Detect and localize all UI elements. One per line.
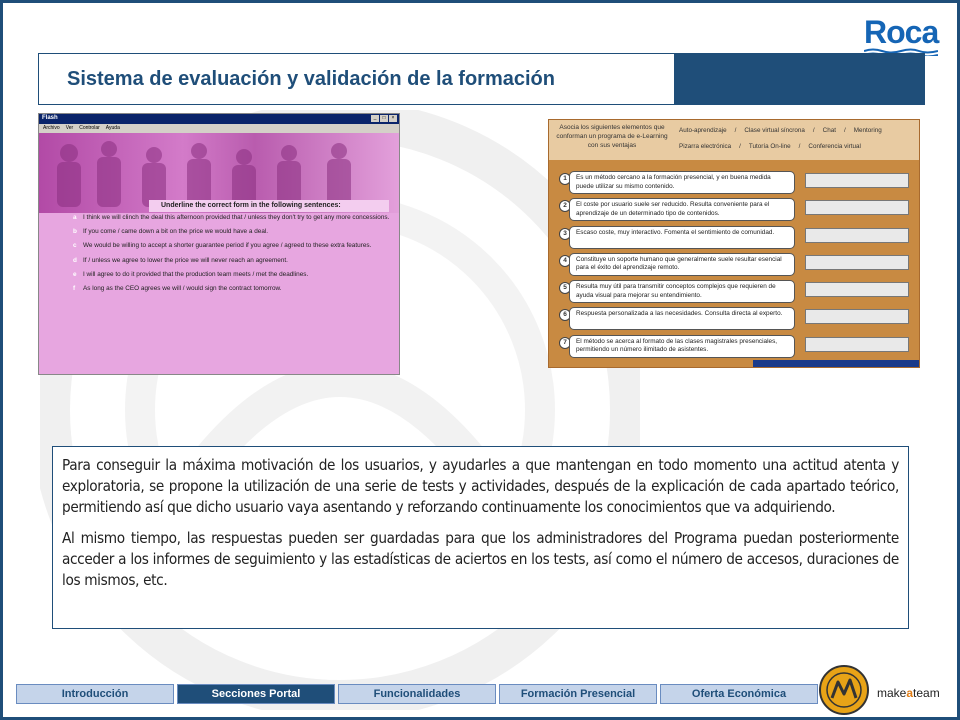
quiz-item-text: If / unless we agree to lower the price we will never reach an agreement. (83, 256, 288, 264)
matching-instruction: Asocia los siguientes elementos que conforman un programa de e-Learning con sus ventajas (556, 124, 668, 149)
option-separator: / (798, 143, 801, 150)
status-bar (753, 360, 919, 367)
option-separator: / (843, 127, 846, 134)
list-item (559, 171, 799, 195)
item-number: 4 (559, 255, 571, 267)
flash-window-title: Flash (42, 115, 58, 121)
list-item (559, 307, 799, 331)
answer-drop-slot[interactable] (805, 309, 909, 324)
option-chat[interactable]: Chat (822, 127, 836, 134)
quiz-item-text: As long as the CEO agrees we will / would sign the contract tomorrow. (83, 285, 282, 293)
list-item[interactable] (73, 285, 393, 293)
item-number: 6 (559, 309, 571, 321)
list-item[interactable] (73, 214, 393, 222)
item-number: 7 (559, 337, 571, 349)
option-auto-aprendizaje[interactable]: Auto-aprendizaje (679, 127, 727, 134)
list-item (559, 226, 799, 250)
logo-part-make: make (877, 686, 907, 700)
logo-part-a: a (906, 686, 914, 700)
description-panel (52, 446, 909, 629)
close-icon[interactable]: × (389, 115, 397, 122)
makeateam-logo-text (877, 686, 940, 700)
maximize-icon[interactable]: □ (380, 115, 388, 122)
flash-window-titlebar (39, 114, 399, 124)
quiz-item-letter: c (73, 242, 77, 250)
answer-slots (805, 173, 909, 364)
quiz-item-text: I will agree to do it provided that the production team meets / met the deadlines. (83, 270, 309, 278)
description-paragraph-2: Al mismo tiempo, las respuestas pueden ser guardadas para que los administradores del Programa puedan posteriormente acceder a los informes de seguimiento y las estadísticas de aciertos en los tests, así como el número de accesos, duraciones de los mismos, etc. (62, 528, 899, 590)
bottom-nav (16, 684, 818, 704)
item-number: 2 (559, 200, 571, 212)
item-text: El coste por usuario suele ser reducido. Resulta conveniente para el aprendizaje de un determinado tipo de contenidos. (569, 198, 795, 221)
flash-menu-bar (39, 124, 399, 133)
option-mentoring[interactable]: Mentoring (853, 127, 882, 134)
answer-drop-slot[interactable] (805, 228, 909, 243)
option-pizarra[interactable]: Pizarra electrónica (679, 143, 732, 150)
menu-item-ver[interactable]: Ver (65, 125, 74, 131)
quiz-list (73, 214, 393, 299)
list-item (559, 335, 799, 359)
item-text: Es un método cercano a la formación presencial, y en buena medida puede utilizar su mismo contenido. (569, 171, 795, 194)
elearning-matching-screenshot (548, 119, 920, 368)
menu-item-controlar[interactable]: Controlar (79, 125, 100, 131)
option-clase-virtual[interactable]: Clase virtual síncrona (744, 127, 805, 134)
tab-introduccion[interactable]: Introducción (16, 684, 174, 704)
list-item[interactable] (73, 242, 393, 250)
roca-logo (864, 14, 938, 54)
item-text: Escaso coste, muy interactivo. Fomenta el sentimiento de comunidad. (569, 226, 795, 249)
item-number: 5 (559, 282, 571, 294)
answer-drop-slot[interactable] (805, 337, 909, 352)
quiz-item-letter: a (73, 214, 77, 221)
list-item[interactable] (73, 228, 393, 236)
item-text: Resulta muy útil para transmitir conceptos complejos que requieren de ayuda visual para mejorar su entendimiento. (569, 280, 795, 303)
logo-part-team: team (913, 686, 940, 700)
quiz-item-letter: d (73, 256, 77, 264)
roca-logo-text: Roca (864, 14, 939, 50)
item-number: 3 (559, 228, 571, 240)
quiz-heading: Underline the correct form in the following sentences: (149, 200, 389, 212)
answer-drop-slot[interactable] (805, 173, 909, 188)
matching-items (559, 171, 799, 362)
item-text: El método se acerca al formato de las clases magistrales presenciales, permitiendo un número ilimitado de asistentes. (569, 335, 795, 358)
description-paragraph-1: Para conseguir la máxima motivación de los usuarios, y ayudarles a que mantengan en todo momento una actitud atenta y exploratoria, se propone la utilización de una serie de tests y actividades, después de la explicación de cada apartado teórico, permitiendo así que dicho usuario vaya asentando y reforzando continuamente los conocimientos que va adquiriendo. (62, 456, 899, 517)
list-item (559, 253, 799, 277)
answer-drop-slot[interactable] (805, 255, 909, 270)
option-tutoria[interactable]: Tutoría On-line (748, 143, 791, 150)
list-item (559, 198, 799, 222)
option-conferencia[interactable]: Conferencia virtual (808, 143, 861, 150)
quiz-item-text: If you come / came down a bit on the price we would have a deal. (83, 228, 269, 236)
quiz-item-letter: e (73, 270, 77, 278)
list-item (559, 280, 799, 304)
list-item[interactable] (73, 271, 393, 279)
title-accent-block (674, 54, 924, 104)
quiz-item-text: I think we will clinch the deal this afternoon provided that / unless they don't try to get any more concessions. (83, 214, 390, 221)
page-title: Sistema de evaluación y validación de la formación (67, 68, 555, 90)
item-text: Respuesta personalizada a las necesidades. Consulta directa al experto. (569, 307, 795, 330)
tab-funcionalidades[interactable]: Funcionalidades (338, 684, 496, 704)
quiz-item-letter: f (73, 285, 76, 293)
tab-secciones-portal[interactable]: Secciones Portal (177, 684, 335, 704)
quiz-item-letter: b (73, 228, 77, 236)
matching-options (679, 127, 919, 159)
tab-oferta-economica[interactable]: Oferta Económica (660, 684, 818, 704)
answer-drop-slot[interactable] (805, 282, 909, 297)
option-separator: / (812, 127, 815, 134)
quiz-item-text: We would be willing to accept a shorter guarantee period if you agree / agreed to these extra features. (83, 242, 372, 250)
minimize-icon[interactable]: _ (371, 115, 379, 122)
makeateam-emblem-icon (818, 664, 870, 716)
menu-item-archivo[interactable]: Archivo (43, 125, 60, 131)
list-item[interactable] (73, 257, 393, 265)
item-number: 1 (559, 173, 571, 185)
answer-drop-slot[interactable] (805, 200, 909, 215)
item-text: Constituye un soporte humano que generalmente suele resultar esencial para el éxito del aprendizaje remoto. (569, 253, 795, 276)
tab-formacion-presencial[interactable]: Formación Presencial (499, 684, 657, 704)
title-bar (38, 53, 925, 105)
menu-item-ayuda[interactable]: Ayuda (105, 125, 120, 131)
option-separator: / (739, 143, 741, 150)
flash-quiz-screenshot (38, 113, 400, 375)
option-separator: / (734, 127, 737, 134)
